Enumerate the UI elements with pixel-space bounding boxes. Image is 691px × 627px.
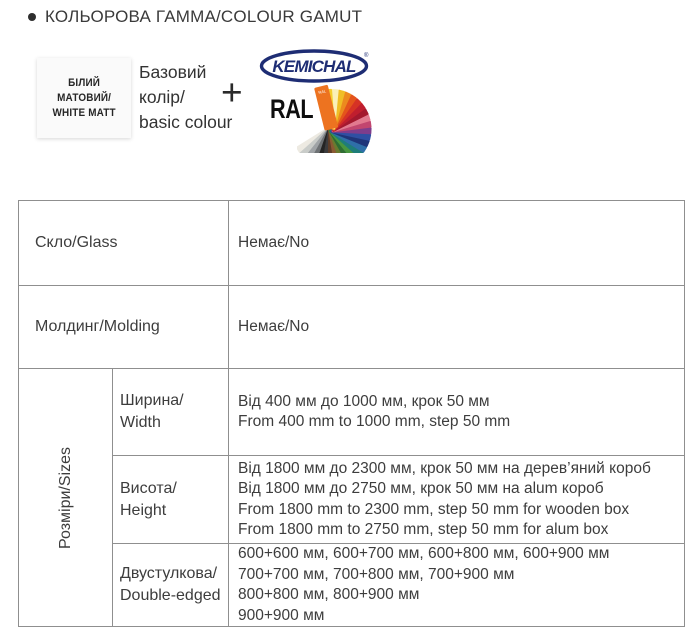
value-line: Від 1800 мм до 2300 мм, крок 50 мм на дерев’яний короб	[238, 459, 651, 477]
logo-text: KEMICHAL	[272, 57, 356, 76]
svg-text:RAL: RAL	[317, 88, 327, 96]
table-row-width	[19, 369, 685, 456]
value-line: 700+700 мм, 700+800 мм, 700+900 мм	[238, 565, 515, 583]
value-line: Від 400 мм до 1000 мм, крок 50 мм	[238, 392, 490, 410]
kemichal-logo	[258, 49, 372, 84]
label-line: Двустулкова/	[120, 565, 218, 582]
basic-colour-label	[139, 60, 232, 135]
row-value	[229, 456, 685, 544]
plus-sign: +	[221, 72, 243, 113]
table-row-molding	[19, 286, 685, 369]
ral-fan-icon	[297, 84, 374, 153]
label-line: Ширина/	[120, 392, 184, 409]
value-line: Від 1800 мм до 2750 мм, крок 50 мм на alum короб	[238, 480, 604, 497]
row-label	[113, 369, 229, 456]
ral-fan-blades	[297, 85, 372, 153]
value-line: 600+600 мм, 600+700 мм, 600+800 мм, 600+900 мм	[238, 545, 610, 562]
value-line: From 1800 mm to 2300 mm, step 50 mm for wooden box	[238, 500, 630, 518]
white-matt-line: МАТОВИЙ/	[56, 91, 111, 104]
white-matt-label	[52, 76, 115, 121]
row-value	[229, 369, 685, 456]
table-row-height	[19, 456, 685, 544]
bullet-icon	[28, 13, 36, 21]
row-value: Немає/No	[229, 286, 685, 369]
label-line: Висота/	[120, 479, 177, 497]
row-value: Немає/No	[229, 201, 685, 286]
table-row-double-edged	[19, 544, 685, 627]
basic-colour-line: колір/	[139, 87, 185, 107]
sizes-group-label: Розміри/Sizes	[56, 446, 74, 549]
label-line: Height	[120, 501, 167, 519]
table-row-glass	[19, 201, 685, 286]
value-line: From 400 mm to 1000 mm, step 50 mm	[238, 413, 511, 430]
ral-label: RAL	[270, 94, 314, 124]
value-line: 900+900 мм	[238, 606, 325, 624]
label-line: Double-edged	[120, 587, 221, 604]
white-matt-line: БІЛИЙ	[68, 76, 100, 89]
row-label: Молдинг/Molding	[19, 286, 229, 369]
white-matt-line: WHITE MATT	[52, 106, 116, 119]
row-label: Скло/Glass	[19, 201, 229, 286]
page-title	[28, 7, 362, 27]
page-title-text: КОЛЬОРОВА ГАММА/COLOUR GAMUT	[45, 7, 363, 26]
value-line: 800+800 мм, 800+900 мм	[238, 586, 420, 603]
white-matt-swatch	[37, 58, 131, 138]
basic-colour-line: basic colour	[139, 112, 233, 132]
row-value	[229, 544, 685, 627]
row-label	[113, 544, 229, 627]
spec-table	[18, 200, 685, 627]
sizes-group-cell	[19, 369, 113, 627]
row-label	[113, 456, 229, 544]
value-line: From 1800 mm to 2750 mm, step 50 mm for alum box	[238, 521, 609, 538]
basic-colour-line: Базовий	[139, 62, 207, 82]
label-line: Width	[120, 414, 161, 431]
registered-mark-icon: ®	[364, 53, 369, 59]
